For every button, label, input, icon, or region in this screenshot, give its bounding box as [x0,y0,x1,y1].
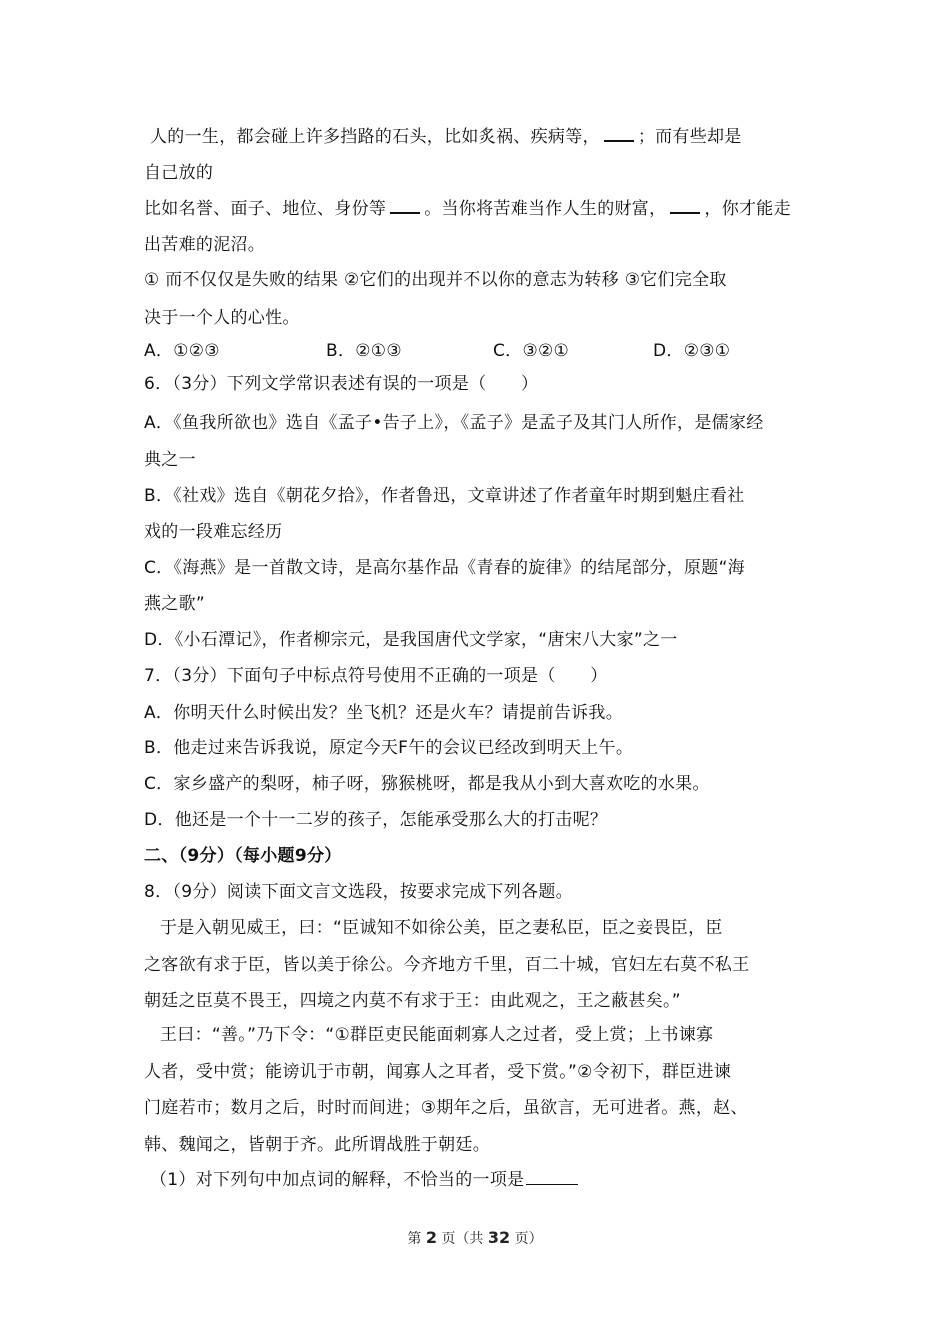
option-c[interactable]: C．③②① [493,341,570,361]
q8-passage-line: 门庭若市；数月之后，时时而间进；③期年之后，虽欲言，无可进者。燕，赵、 [144,1098,748,1118]
q6-option-b-cont: 戏的一段难忘经历 [144,522,283,542]
q8-subquestion-1 [150,1168,578,1192]
answer-blank [604,124,634,142]
passage-text: 人的一生，都会碰上许多挡路的石头，比如炙祸、疾病等， [150,127,600,147]
passage-text: 。当你将苦难当作人生的财富， [424,199,667,219]
passage-line-3 [144,196,791,221]
page-footer [0,1228,950,1248]
q7-option-c[interactable]: C．家乡盛产的梨呀，柿子呀，猕猴桃呀，都是我从小到大喜欢吃的水果。 [144,774,710,794]
passage-line-1 [150,124,742,149]
subquestion-text: （1）对下列句中加点词的解释，不恰当的一项是 [150,1170,525,1190]
answer-blank [526,1168,578,1185]
passage-text: 比如名誉、面子、地位、身份等 [144,199,387,219]
q8-passage-line: 朝廷之臣莫不畏王，四境之内莫不有求于王：由此观之，王之蔽甚矣。” [144,991,681,1011]
answer-blank [390,196,420,214]
passage-line-6: 决于一个人的心性。 [144,308,300,328]
passage-text: ；而有些却是 [637,127,742,147]
q6-option-b[interactable]: B．《社戏》选自《朝花夕拾》，作者鲁迅，文章讲述了作者童年时期到魁庄看社 [144,486,745,506]
q8-passage-line: 人者，受中赏；能谤讥于市朝，闻寡人之耳者，受下赏。”②令初下，群臣进谏 [144,1062,732,1082]
footer-post: 页） [514,1231,543,1247]
q8-passage-line: 于是入朝见威王，曰：“臣诚知不如徐公美，臣之妻私臣，臣之妾畏臣，臣 [160,918,723,938]
q6-option-a-cont: 典之一 [144,450,196,470]
q6-option-c-cont: 燕之歌” [144,594,206,614]
passage-text: ，你才能走 [704,199,791,219]
passage-line-4: 出苦难的泥沼。 [144,235,266,255]
total-pages: 32 [487,1228,511,1247]
q7-stem: 7．（3分）下面句子中标点符号使用不正确的一项是（ ） [144,666,608,686]
q8-passage-line: 韩、魏闻之，皆朝于齐。此所谓战胜于朝廷。 [144,1135,490,1155]
q6-stem: 6．（3分）下列文学常识表述有误的一项是（ ） [144,374,539,394]
q6-option-c[interactable]: C．《海燕》是一首散文诗，是高尔基作品《青春的旋律》的结尾部分，原题“海 [144,558,745,578]
passage-line-5: ① 而不仅仅是失败的结果 ②它们的出现并不以你的意志为转移 ③它们完全取 [144,270,727,290]
passage-line-2: 自己放的 [144,163,214,183]
q7-option-b[interactable]: B．他走过来告诉我说，原定今天F午的会议已经改到明天上午。 [144,738,634,758]
option-d[interactable]: D．②③① [653,341,731,361]
footer-pre: 第 [407,1231,422,1247]
section-heading: 二、（9分）（每小题9分） [144,846,342,866]
option-b[interactable]: B．②①③ [326,341,402,361]
q8-stem: 8．（9分）阅读下面文言文选段，按要求完成下列各题。 [144,882,573,902]
q8-passage-line: 之客欲有求于臣，皆以美于徐公。今齐地方千里，百二十城，官妇左右莫不私王 [144,955,750,975]
q8-passage-line: 王曰：“善。”乃下令：“①群臣吏民能面刺寡人之过者，受上赏；上书谏寡 [160,1025,714,1045]
q7-option-d[interactable]: D．他还是一个十一二岁的孩子，怎能承受那么大的打击呢？ [144,810,608,830]
q6-option-d[interactable]: D．《小石潭记》，作者柳宗元，是我国唐代文学家，“唐宋八大家”之一 [144,630,678,650]
footer-mid: 页（共 [441,1231,484,1247]
q6-option-a[interactable]: A．《鱼我所欲也》选自《孟子•告子上》，《孟子》是孟子及其门人所作，是儒家经 [144,413,764,433]
page-number: 2 [425,1228,437,1247]
q7-option-a[interactable]: A．你明天什么时候出发？坐飞机？还是火车？请提前告诉我。 [144,703,624,723]
q5-options [144,339,730,363]
answer-blank [670,196,700,214]
option-a[interactable]: A．①②③ [144,341,220,361]
